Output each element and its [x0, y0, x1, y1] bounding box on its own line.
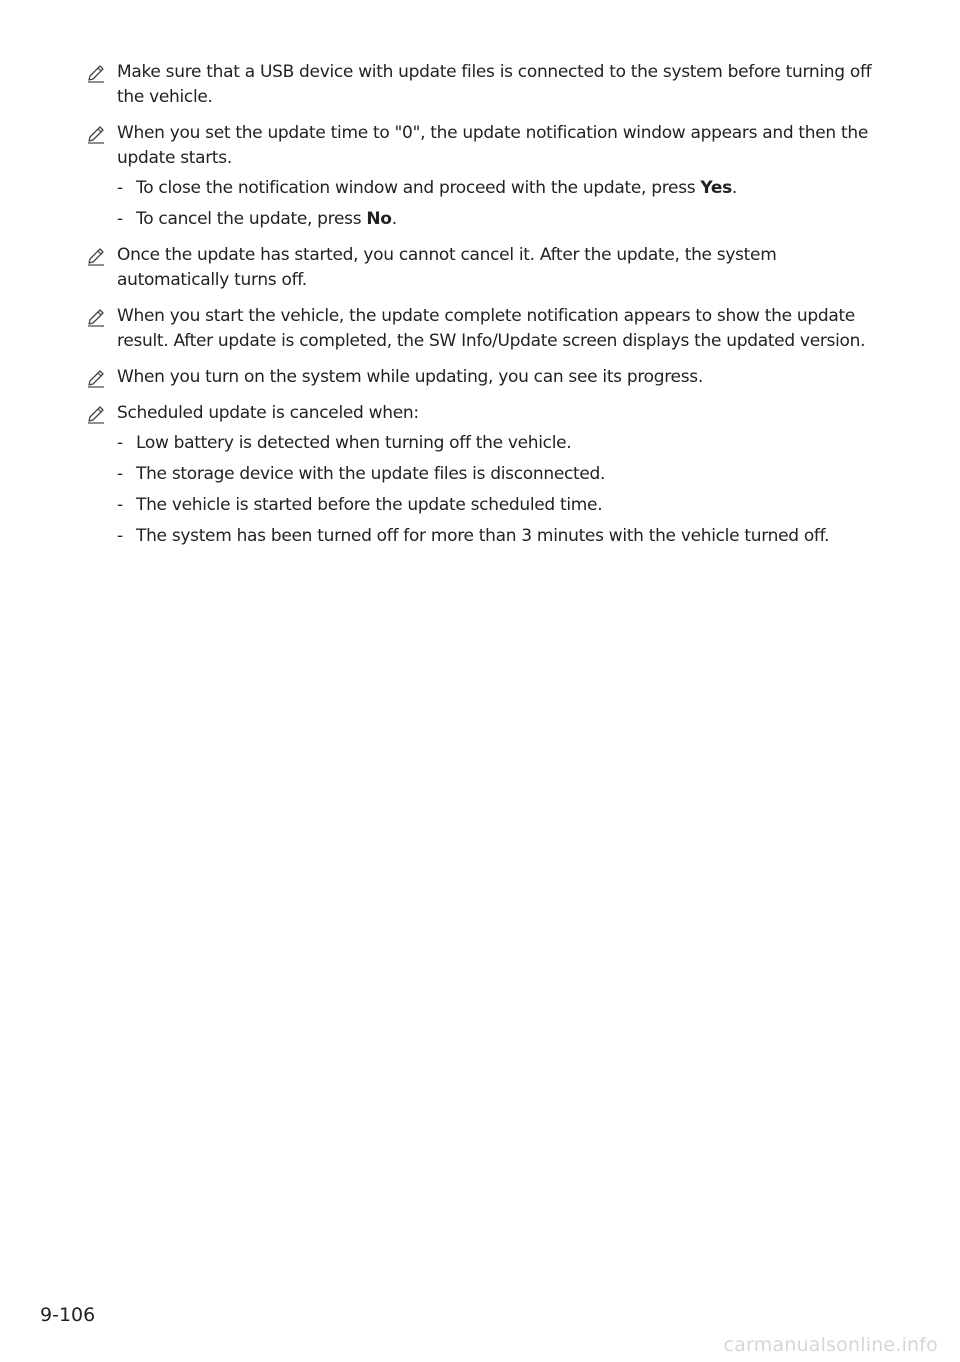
note-text: Make sure that a USB device with update files is connected to the system before turning off the vehicle. — [117, 62, 872, 107]
pencil-note-icon — [86, 246, 106, 266]
pencil-note-icon — [86, 368, 106, 388]
dash-bullet: - — [117, 464, 123, 484]
sub-item — [117, 462, 886, 487]
sub-item — [117, 176, 886, 201]
dash-bullet: - — [117, 209, 123, 229]
page-number: 9-106 — [40, 1304, 96, 1326]
note-text: Once the update has started, you cannot cancel it. After the update, the system automatically turns off. — [117, 245, 777, 290]
note-item — [86, 121, 886, 232]
watermark: carmanualsonline.info — [723, 1334, 938, 1356]
note-text: When you set the update time to "0", the update notification window appears and then the update starts. — [117, 123, 868, 168]
button-label-no: No — [366, 209, 392, 229]
note-text: When you start the vehicle, the update complete notification appears to show the update result. After update is completed, the SW Info/Update screen displays the updated version. — [117, 306, 866, 351]
pencil-note-icon — [86, 307, 106, 327]
sub-list — [117, 176, 886, 232]
note-list — [86, 60, 886, 560]
note-item — [86, 304, 886, 354]
dash-bullet: - — [117, 178, 123, 198]
sub-text: To cancel the update, press — [136, 209, 367, 229]
note-item — [86, 243, 886, 293]
dash-bullet: - — [117, 526, 123, 546]
sub-text: The vehicle is started before the update scheduled time. — [136, 495, 603, 515]
sub-text: To close the notification window and proceed with the update, press — [136, 178, 701, 198]
note-item — [86, 365, 886, 390]
sub-text-end: . — [391, 209, 397, 229]
sub-text: The system has been turned off for more than 3 minutes with the vehicle turned off. — [136, 526, 830, 546]
note-text: When you turn on the system while updating, you can see its progress. — [117, 367, 703, 387]
pencil-note-icon — [86, 404, 106, 424]
sub-item — [117, 524, 886, 549]
sub-item — [117, 207, 886, 232]
sub-text-end: . — [731, 178, 738, 198]
pencil-note-icon — [86, 63, 106, 83]
button-label-yes: Yes — [700, 178, 732, 198]
dash-bullet: - — [117, 433, 123, 453]
dash-bullet: - — [117, 495, 123, 515]
sub-item — [117, 493, 886, 518]
sub-list — [117, 431, 886, 549]
note-item — [86, 60, 886, 110]
pencil-note-icon — [86, 124, 106, 144]
note-text: Scheduled update is canceled when: — [117, 403, 419, 423]
sub-item — [117, 431, 886, 456]
note-item — [86, 401, 886, 549]
sub-text: The storage device with the update files is disconnected. — [136, 464, 606, 484]
sub-text: Low battery is detected when turning off the vehicle. — [136, 433, 572, 453]
